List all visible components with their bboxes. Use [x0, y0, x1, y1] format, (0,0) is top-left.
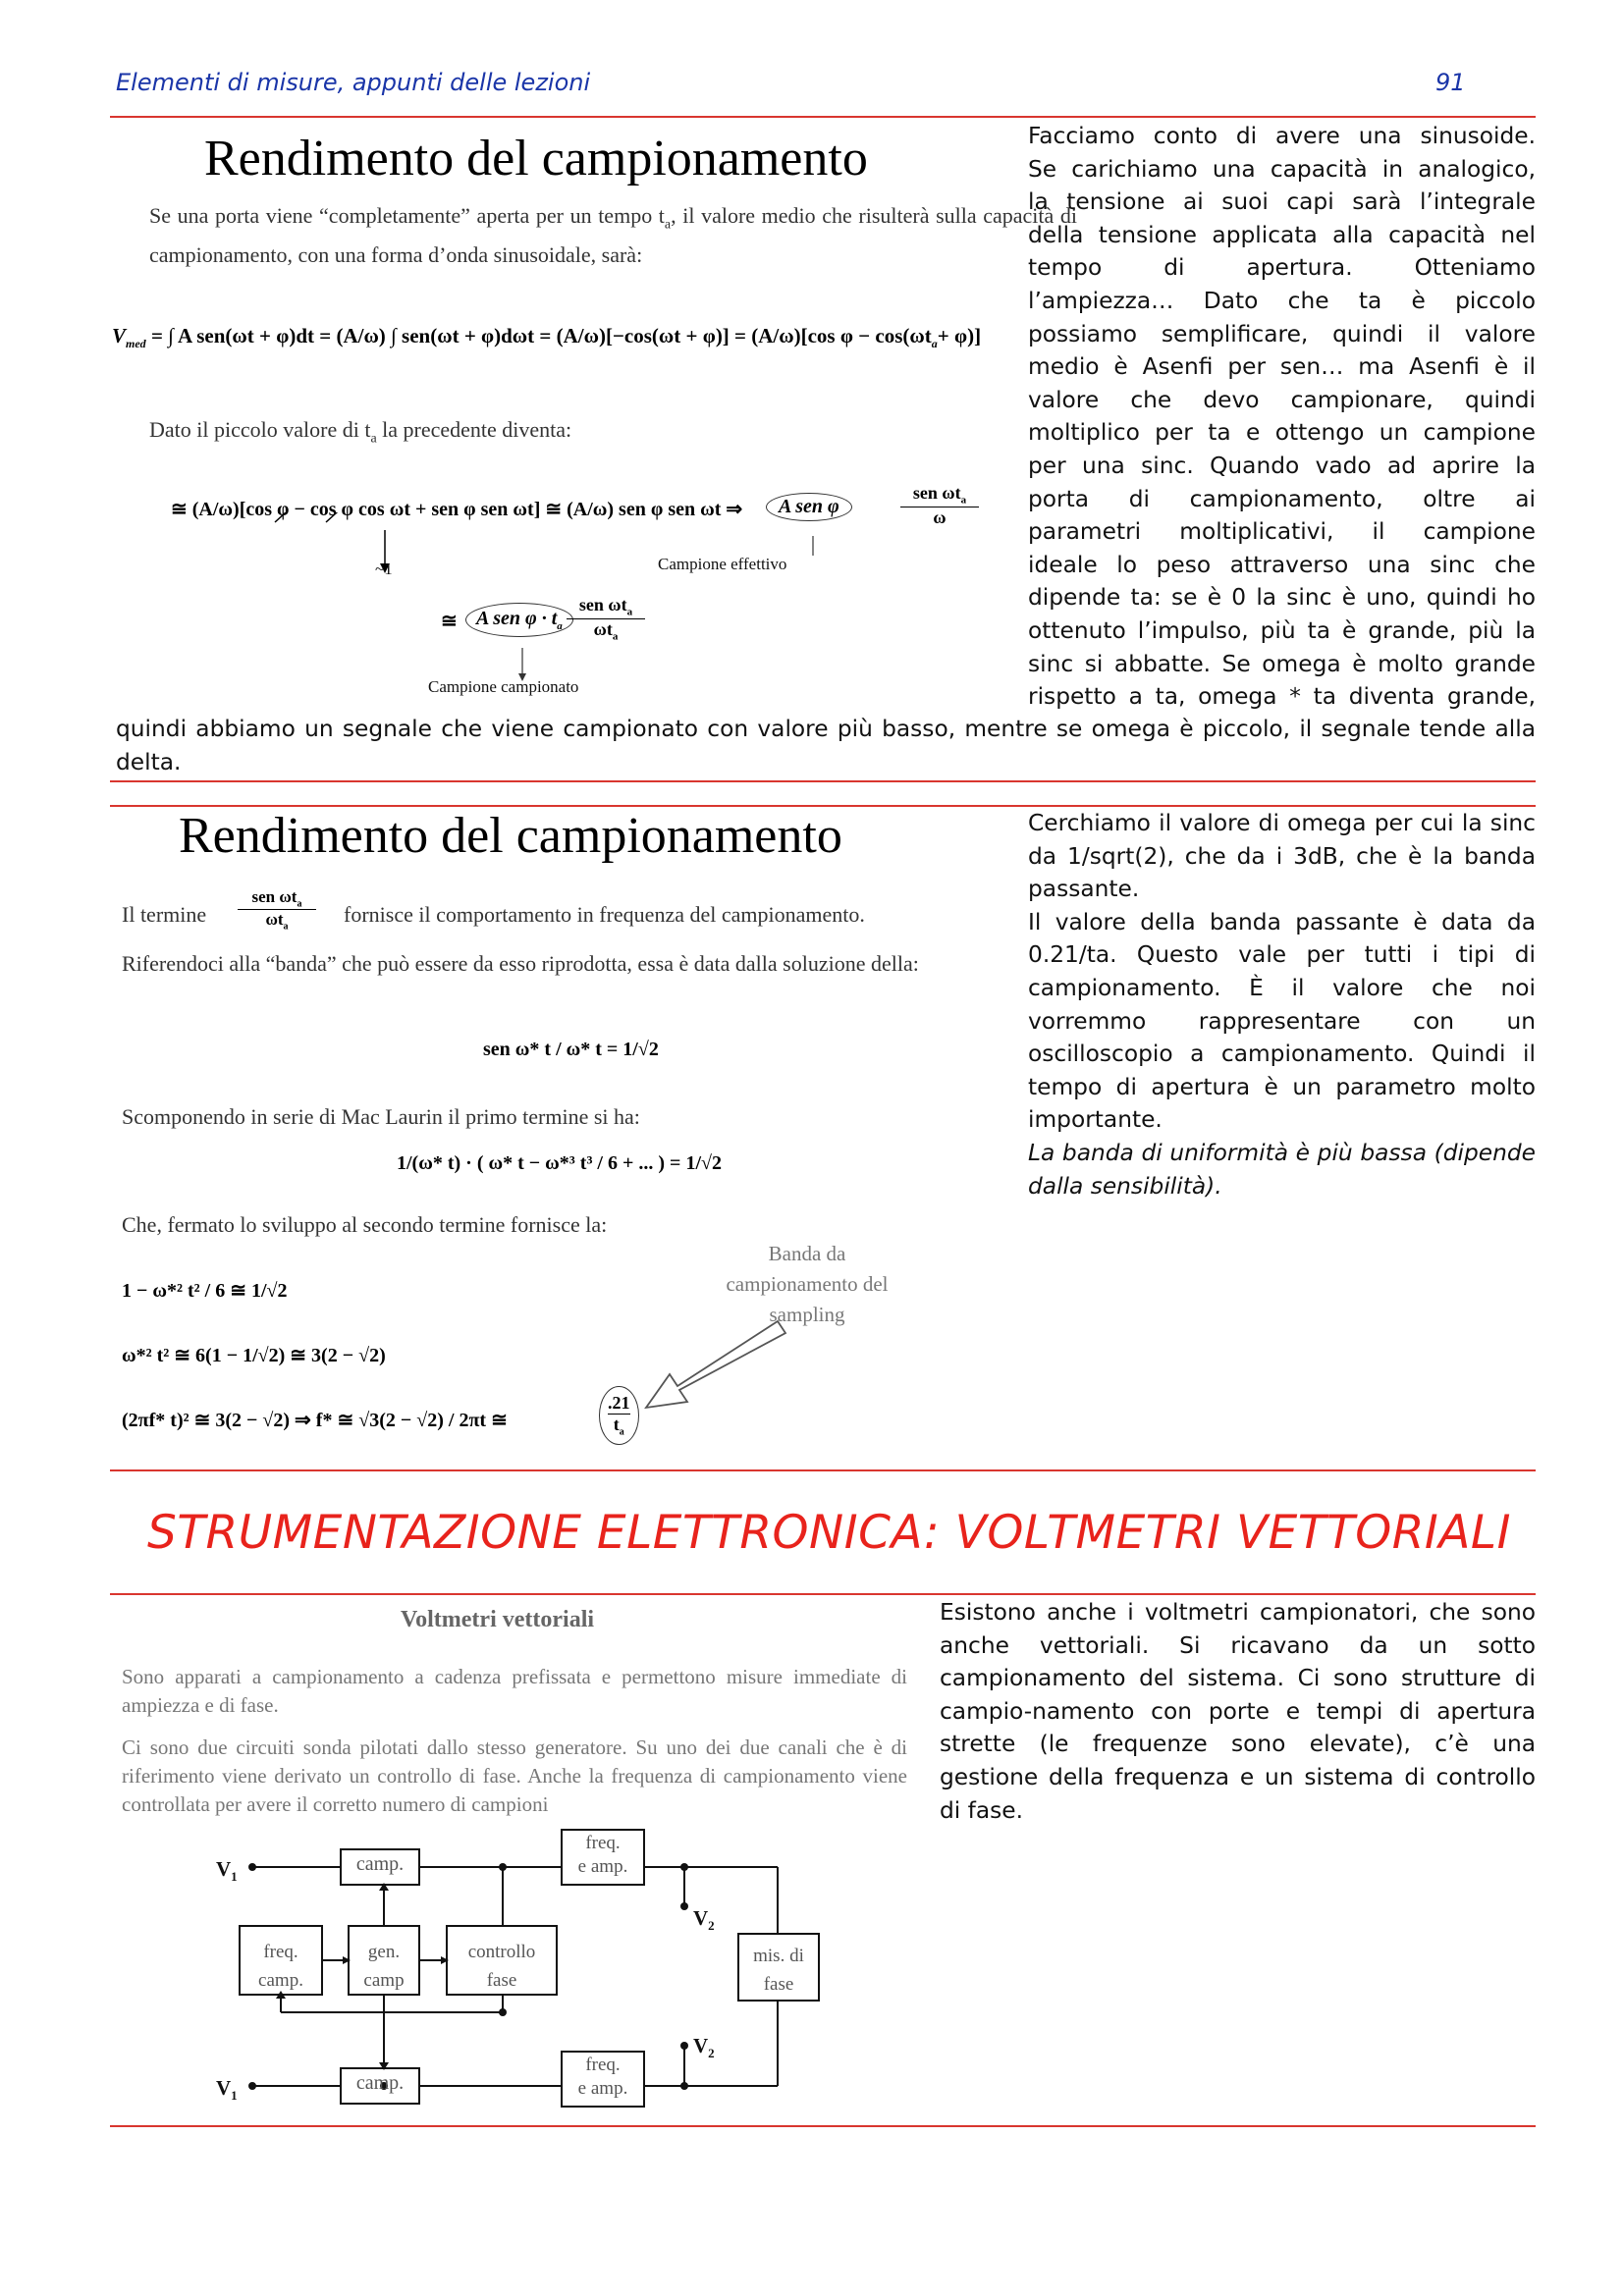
label-mis-fase: mis. di fase	[753, 1946, 804, 1995]
rule-4	[110, 1593, 1536, 1595]
notes-1-line: ideale lo peso attraverso una sinc che	[1028, 551, 1536, 578]
rule-5	[110, 2125, 1536, 2127]
running-header: Elementi di misure, appunti delle lezioni	[116, 69, 591, 96]
rule-1	[110, 780, 1536, 782]
slide-1-small-ta: Dato il piccolo valore di $t_a$ la precedente diventa:	[149, 417, 572, 447]
slide-1-intro: Se una porta viene “completamente” aperta per un tempo $t_a$, il valore medio che risulterà sulla capacità di campionamento, con una forma d’onda sinusoidale, sarà:	[149, 203, 1077, 268]
page-number: 91	[1435, 69, 1466, 96]
label-controllo-fase: controllo fase	[467, 1942, 536, 1991]
notes-3: Esistono anche i voltmetri campionatori, che sono anche vettoriali. Si ricavano da un sotto campionamento del sistema. Ci sono strutture di campio-namento con porte e tempi di apertura strette (le frequenze sono elevate), c’è una gestione della frequenza e un sistema di controllo di fase.	[940, 1599, 1536, 1824]
slide-1	[110, 120, 1077, 699]
notes-1-line: dipende ta: se è 0 la sinc è uno, quindi ho	[1028, 584, 1536, 612]
notes-1-line: per una sinc. Quando vado ad aprire la	[1028, 452, 1536, 479]
label-v1-bottom: $V_1$	[216, 2076, 238, 2104]
notes-1-line: Se carichiamo una capacità in analogico,	[1028, 155, 1536, 183]
callout-arrow	[640, 1317, 787, 1415]
notes-1	[1028, 120, 1536, 714]
section-heading: STRUMENTAZIONE ELETTRONICA: VOLTMETRI VETTORIALI	[147, 1506, 1511, 1560]
slide-2-para4: Che, fermato lo sviluppo al secondo termine fornisce la:	[122, 1212, 608, 1237]
slide-2-term-after: fornisce il comportamento in frequenza del campionamento.	[344, 902, 865, 927]
slide-3-p2: Ci sono due circuiti sonda pilotati dallo stesso generatore. Su uno dei due canali che è di riferimento viene derivato un controllo di fase. Anche la frequenza di campionamento viene controllata per avere il corretto numero di campioni	[122, 1735, 907, 1816]
eq-integral: $V_{med}$ = ∫ A sen(ωt + φ)dt = (A/ω) ∫ sen(ωt + φ)dωt = (A/ω)[−cos(ωt + φ)] = (A/ω)[cos $\varphi - \cos(\omega t_a+ \varphi)$]	[112, 324, 982, 351]
label-camp-top: camp.	[355, 1853, 405, 1875]
eq-circled-effective: A sen φ	[766, 493, 852, 521]
eq-circled-sampled: A sen $\varphi \cdot t_a$	[465, 603, 573, 637]
slide-3-p1: Sono apparati a campionamento a cadenza prefissata e permettono misure immediate di ampiezza e di fase.	[122, 1665, 907, 1717]
notes-2-p1: Cerchiamo il valore di omega per cui la sinc da 1/sqrt(2), che da i 3dB, che è la banda passante.	[1028, 810, 1536, 903]
slide-2-term-fraction: sen $\omega t_a$ $\omega t_a$	[238, 887, 316, 933]
eq3-fraction: sen $\omega t_a$ $\omega t_a$	[567, 595, 645, 642]
label-v2-bottom: $V_2$	[693, 2034, 715, 2061]
label-gen-camp: gen. camp	[363, 1942, 405, 1991]
slide-2-circled-result: .21 $t_a$	[599, 1386, 639, 1445]
notes-1-line: l’ampiezza… Dato che ta è piccolo	[1028, 287, 1536, 314]
notes-1-line: tempo di apertura. Otteniamo	[1028, 254, 1536, 282]
slide-2-para2: Riferendoci alla “banda” che può essere da esso riprodotta, essa è data dalla soluzione della:	[122, 951, 919, 976]
notes-1-tail: quindi abbiamo un segnale che viene campionato con valore più basso, mentre se omega è piccolo, il segnale tende alla delta.	[116, 716, 1536, 775]
slide-2-eq1: sen ω* t / ω* t = 1/√2	[483, 1039, 659, 1060]
label-freq-amp-bottom: freq. e amp.	[577, 2055, 628, 2099]
notes-1-line: ottenuto l’impulso, più ta è grande, più la	[1028, 616, 1536, 644]
slide-3	[110, 1596, 915, 2126]
slide-3-title: Voltmetri vettoriali	[401, 1607, 595, 1632]
eq-approx: ≅ (A/ω)[cos φ − cos φ cos ωt + sen φ sen ωt] ≅ (A/ω) sen φ sen ωt ⇒	[171, 499, 743, 520]
notes-1-line: possiamo semplificare, quindi il valore	[1028, 320, 1536, 347]
notes-1-line: della tensione applicata alla capacità nel	[1028, 221, 1536, 248]
notes-1-line: rispetto a ta, omega * ta diventa grande,	[1028, 683, 1536, 711]
slide-2	[110, 807, 1013, 1474]
notes-1-line: moltiplico per ta e ottengo un campione	[1028, 419, 1536, 447]
slide-2-eq2: 1/(ω* t) · ( ω* t − ω*³ t³ / 6 + ... ) = 1/√2	[397, 1152, 722, 1174]
label-freq-amp-top: freq. e amp.	[577, 1833, 628, 1877]
rule-3	[110, 1469, 1536, 1471]
notes-1-line: la tensione ai suoi capi sarà l’integrale	[1028, 188, 1536, 216]
label-freq-camp: freq. camp.	[258, 1942, 303, 1991]
notes-1-line: sinc si abbatte. Se omega è molto grande	[1028, 650, 1536, 677]
caption-campione-campionato: Campione campionato	[428, 677, 579, 696]
slide-2-para3: Scomponendo in serie di Mac Laurin il primo termine si ha:	[122, 1104, 640, 1129]
slide-2-callout: Banda da campionamento del sampling	[726, 1242, 889, 1326]
notes-1-line: parametri moltiplicativi, il campione	[1028, 518, 1536, 546]
slide-1-title: Rendimento del campionamento	[204, 131, 868, 187]
notes-2-p2: Il valore della banda passante è data da 0.21/ta. Questo vale per tutti i tipi di campionamento. È il valore che noi vorremmo rappresentare con un oscilloscopio a campionamento. Quindi il tempo di apertura è un parametro molto importante.	[1028, 908, 1536, 1134]
header-rule	[110, 116, 1536, 118]
notes-1-line: medio è Asenfi per sen… ma Asenfi è il	[1028, 353, 1536, 381]
slide-2-title: Rendimento del campionamento	[179, 808, 842, 864]
notes-1-line: porta di campionamento, oltre ai	[1028, 485, 1536, 512]
notes-2	[1028, 807, 1536, 1202]
approx-one-label: ~1	[375, 560, 393, 578]
slide-2-eq4: ω*² t² ≅ 6(1 − 1/√2) ≅ 3(2 − √2)	[122, 1345, 386, 1366]
notes-1-line: Facciamo conto di avere una sinusoide.	[1028, 123, 1536, 149]
slide-2-eq3: 1 − ω*² t² / 6 ≅ 1/√2	[122, 1280, 288, 1302]
notes-1-line: valore che devo campionare, quindi	[1028, 386, 1536, 413]
slide-2-term-label: Il termine	[122, 902, 207, 927]
eq2-fraction: sen $\omega t_a$ ω	[900, 483, 979, 528]
label-v2-top: $V_2$	[693, 1906, 715, 1934]
label-v1-top: $V_1$	[216, 1857, 238, 1885]
eq3-prefix: ≅	[441, 611, 458, 632]
slide-2-eq5: (2πf* t)² ≅ 3(2 − √2) ⇒ f* ≅ √3(2 − √2) / 2πt ≅	[122, 1410, 508, 1431]
caption-campione-effettivo: Campione effettivo	[658, 555, 787, 573]
notes-2-p3: La banda di uniformità è più bassa (dipende dalla sensibilità).	[1028, 1139, 1536, 1200]
label-camp-bottom: camp.	[355, 2072, 405, 2094]
